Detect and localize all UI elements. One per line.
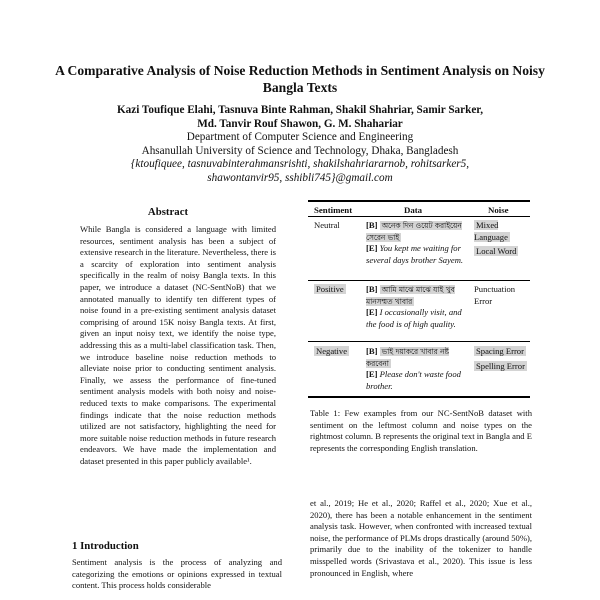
introduction-text: Sentiment analysis is the process of analyzing and categorizing the emotions or opinions expressed in textual content. This process holds considerable xyxy=(72,557,282,591)
table-caption: Table 1: Few examples from our NC-SentNoB dataset with sentiment on the leftmost column and noise types on the rightmost column. B represents the original text in Bangla and E represents the corresponding English translation. xyxy=(310,408,532,453)
row-neutral-sentiment xyxy=(314,220,340,232)
department: Department of Computer Science and Engineering xyxy=(186,131,414,143)
english-tag: [E] xyxy=(366,243,378,254)
examples-table xyxy=(308,200,530,400)
english-tag: [E] xyxy=(366,369,378,380)
row-positive-data xyxy=(366,284,472,330)
bangla-text: ভাই দয়াকরে খাবার নষ্ট করবেনা xyxy=(366,347,449,368)
noise-label: Punctuation Error xyxy=(474,284,516,306)
emails-line-2: shawontanvir95, sshibli745}@gmail.com xyxy=(207,171,393,184)
bangla-tag: [B] xyxy=(366,220,378,230)
row-neutral-data xyxy=(366,220,472,266)
paper-title: A Comparative Analysis of Noise Reduction Methods in Sentiment Analysis on Noisy Bangla Texts xyxy=(55,63,545,95)
english-text: You kept me waiting for several days brother Sayem. xyxy=(366,243,464,265)
header-sentiment: Sentiment xyxy=(314,205,353,215)
abstract-heading: Abstract xyxy=(147,206,189,218)
noise-label: Spacing Error xyxy=(476,346,524,356)
bangla-tag: [B] xyxy=(366,284,378,294)
english-text: Please don't waste food brother. xyxy=(366,369,461,391)
affiliation xyxy=(40,131,560,185)
header-noise: Noise xyxy=(488,205,509,215)
authors-line-2: Md. Tanvir Rouf Shawon, G. M. Shahariar xyxy=(197,118,403,130)
row-negative-noise xyxy=(474,346,530,372)
header-data: Data xyxy=(404,205,423,215)
bangla-text: অনেক দিন ওয়েট করাইয়েন সেরেন ভাই xyxy=(366,221,462,242)
sentiment-label: Positive xyxy=(316,284,344,294)
noise-label: Spelling Error xyxy=(476,360,525,371)
row-positive-sentiment xyxy=(314,284,346,296)
row-separator xyxy=(308,341,530,342)
sentiment-label: Neutral xyxy=(314,220,340,230)
row-negative-sentiment xyxy=(314,346,349,358)
table-bottom-rule xyxy=(308,396,530,398)
university: Ahsanullah University of Science and Technology, Dhaka, Bangladesh xyxy=(141,144,459,157)
english-tag: [E] xyxy=(366,307,378,318)
noise-label: Mixed Language xyxy=(474,220,508,242)
abstract-text: While Bangla is considered a language with limited resources, sentiment analysis has been a subject of extensive research in the literature. Nevertheless, there is a scarcity of exploration into sentiment analysis specifically in the realm of noisy Bangla texts. In this paper, we introduce a dataset (NC-SentNoB) that we annotated manually to identify ten different types of noise found in a pre-existing sentiment analysis dataset comprising of around 15K noisy Bangla texts. At first, given an input noisy text, we identify the noise type, addressing this as a multi-label classification task. Then, we introduce baseline noise reduction methods to alleviate noise prior to conducting sentiment analysis. Finally, we assess the performance of fine-tuned sentiment analysis models with both noisy and noise-reduced texts to make comparisons. The experimental findings indicate that the noise reduction methods utilized are not satisfactory, highlighting the need for more suitable noise reduction methods in future research endeavors. We have made the implementation and dataset presented in this paper publicly available¹. xyxy=(80,224,276,466)
sentiment-label: Negative xyxy=(316,346,348,356)
noise-label: Local Word xyxy=(476,246,517,257)
english-text: I occasionally visit, and the food is of high quality. xyxy=(366,307,462,329)
introduction-heading: 1 Introduction xyxy=(72,540,139,552)
author-list xyxy=(40,103,560,131)
bangla-text: আমি মাঝে মাঝে যাই খুব মানসম্মত খাবার xyxy=(366,285,455,306)
right-column-text: et al., 2019; He et al., 2020; Raffel et al., 2020; Xue et al., 2020), there has been a notable enhancement in the sentiment analysis task. However, when confronted with increased textual noise, the performance of PLMs drops drastically (around 50%), primarily due to the inability of the tokenizer to handle misspelled words (Srivastava et al., 2020). This issue is less pronounced in English, where xyxy=(310,498,532,578)
table-top-rule xyxy=(308,200,530,202)
row-positive-noise xyxy=(474,284,530,307)
bangla-tag: [B] xyxy=(366,346,378,356)
authors-line-1: Kazi Toufique Elahi, Tasnuva Binte Rahman, Shakil Shahriar, Samir Sarker, xyxy=(116,104,484,116)
row-negative-data xyxy=(366,346,472,392)
table-header-rule xyxy=(308,216,530,217)
row-separator xyxy=(308,280,530,281)
row-neutral-noise xyxy=(474,220,530,258)
emails-line-1: {ktoufiquee, tasnuvabinterahmansrishti, shakilshahriararnob, rohitsarker5, xyxy=(130,158,470,171)
